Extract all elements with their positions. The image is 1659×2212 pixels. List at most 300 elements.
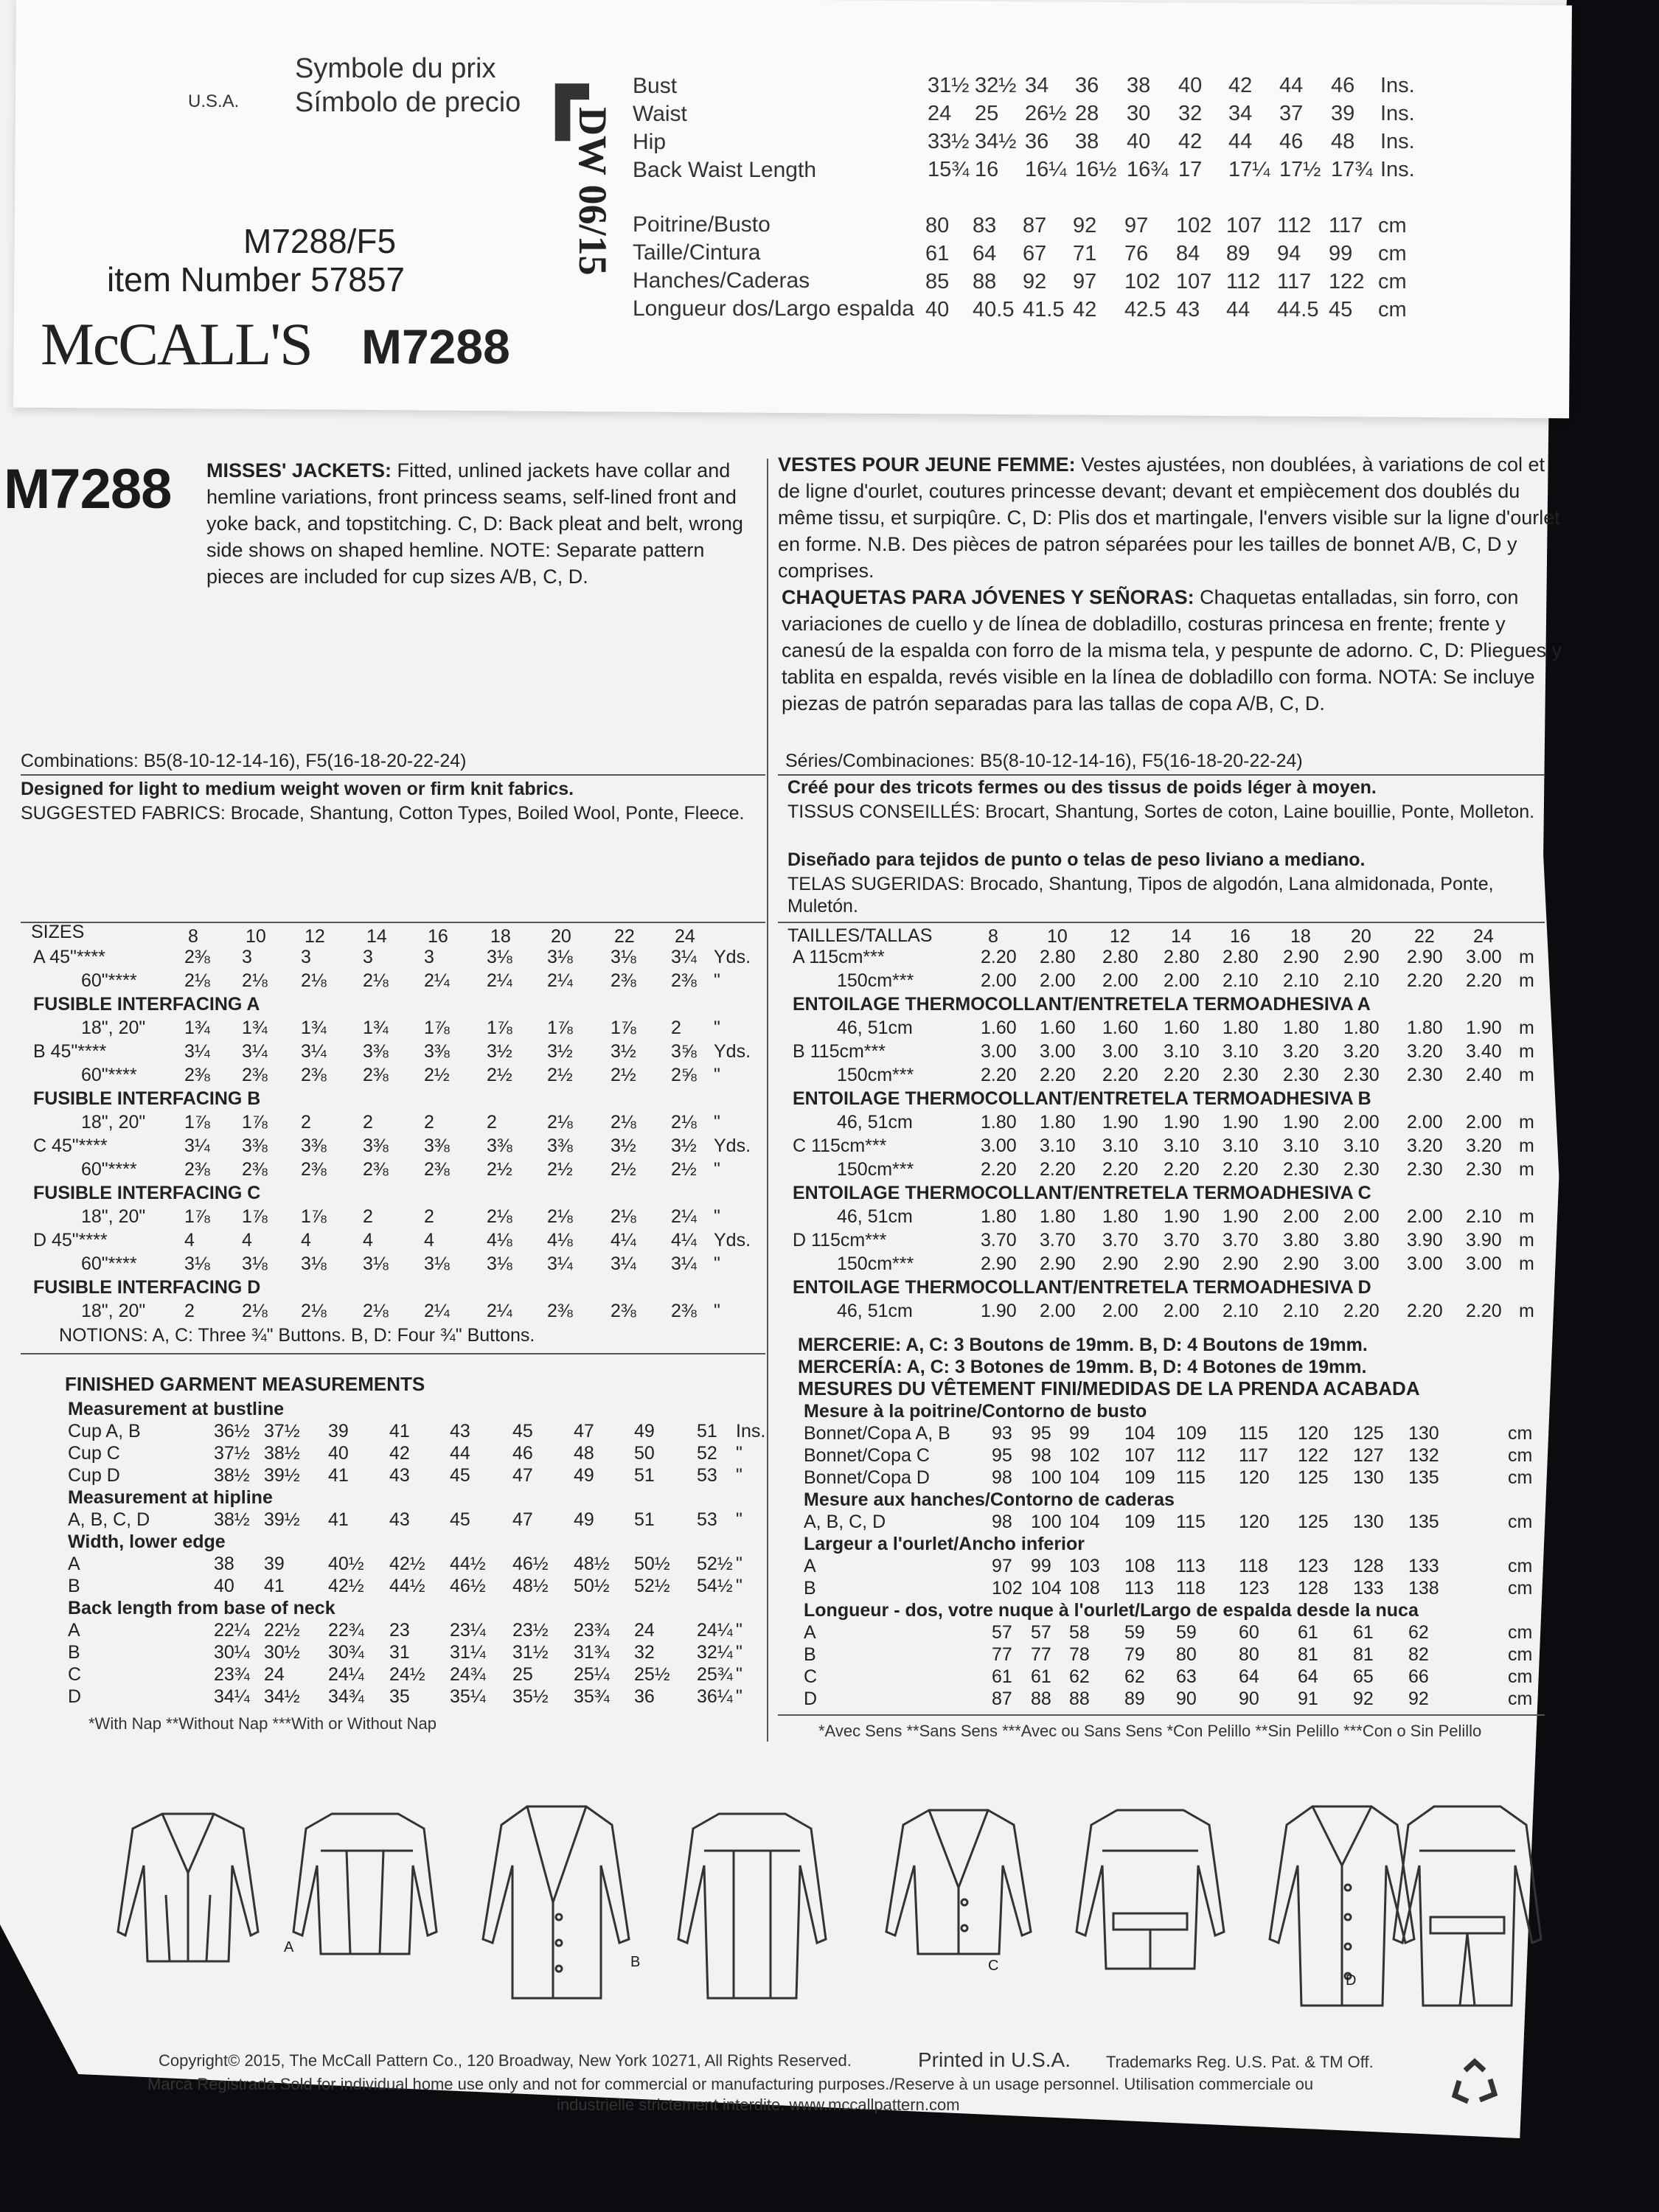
size-chart-label: Bust: [633, 74, 678, 98]
table-cell: 80: [1176, 1644, 1197, 1665]
table-cell: 130: [1353, 1512, 1384, 1532]
size-header-cell: 22: [614, 926, 635, 947]
table-cell: 3¼: [184, 1041, 210, 1062]
rule: [21, 774, 765, 776]
table-cell: 3.00: [1343, 1253, 1380, 1274]
table-cell: 120: [1298, 1423, 1329, 1444]
table-cell: 102: [1069, 1445, 1100, 1466]
table-cell: 3⅜: [487, 1135, 512, 1156]
table-row-label: A: [68, 1620, 80, 1641]
table-row-label: A 45"****: [33, 947, 105, 967]
table-cell: 2.90: [1164, 1253, 1200, 1274]
size-chart-value-cm: 112: [1226, 270, 1261, 293]
table-cell: 98: [992, 1512, 1012, 1532]
table-row-label: D 45"****: [33, 1230, 108, 1251]
size-chart-value-cm: cm: [1378, 298, 1407, 321]
table-cell: 48: [574, 1443, 594, 1464]
desc-fr-title: VESTES POUR JEUNE FEMME:: [778, 453, 1076, 476]
table-cell: 24¼: [328, 1664, 364, 1685]
table-unit: ": [714, 1159, 720, 1180]
size-chart-value: 32: [1178, 102, 1203, 125]
table-cell: 3⅛: [363, 1253, 389, 1274]
table-cell: 127: [1353, 1445, 1384, 1466]
table-cell: 37½: [264, 1421, 300, 1441]
table-cell: 88: [1069, 1688, 1090, 1709]
table-cell: 99: [1031, 1556, 1051, 1576]
table-cell: 2.30: [1283, 1065, 1319, 1085]
table-row-label: A: [804, 1556, 816, 1576]
table-cell: 125: [1298, 1467, 1329, 1488]
size-chart-value-cm: 40: [925, 298, 950, 321]
table-cell: 3.00: [1466, 1253, 1502, 1274]
table-cell: 1.90: [1164, 1112, 1200, 1133]
table-cell: 53: [697, 1465, 717, 1486]
table-cell: 1⅞: [184, 1206, 210, 1227]
table-row-label: B 45"****: [33, 1041, 107, 1062]
table-cell: 32¼: [697, 1642, 733, 1663]
table-cell: 30¾: [328, 1642, 364, 1663]
table-cell: 22¾: [328, 1620, 364, 1641]
table-cell: 3¼: [547, 1253, 573, 1274]
table-cell: 2.00: [1407, 1112, 1443, 1133]
table-cell: 22¼: [214, 1620, 250, 1641]
table-cell: 1⅞: [424, 1018, 450, 1038]
size-chart-value: 30: [1127, 102, 1151, 125]
size-chart-value: 31½: [928, 74, 970, 97]
table-cell: 133: [1408, 1556, 1439, 1576]
table-cell: 47: [512, 1509, 533, 1530]
table-cell: 2.00: [1164, 1301, 1200, 1321]
table-cell: 2.90: [981, 1253, 1017, 1274]
table-cell: 42½: [389, 1554, 425, 1574]
table-cell: 2.20: [981, 1065, 1017, 1085]
table-cell: 2.00: [1040, 1301, 1076, 1321]
size-chart-value: 46: [1331, 74, 1355, 97]
view-label-a: A: [284, 1939, 294, 1955]
size-chart-value: 44: [1228, 130, 1253, 153]
table-cell: 3.90: [1466, 1230, 1502, 1251]
table-unit: ": [714, 1065, 720, 1085]
table-cell: 2⅜: [363, 1065, 389, 1085]
table-cell: 3⅝: [671, 1041, 697, 1062]
table-cell: 2⅛: [547, 1112, 573, 1133]
table-cell: 3.70: [1040, 1230, 1076, 1251]
table-cell: 120: [1239, 1467, 1270, 1488]
table-cell: 2.10: [1222, 1301, 1259, 1321]
table-cell: 2.00: [1407, 1206, 1443, 1227]
table-cell: 3½: [611, 1041, 636, 1062]
table-cell: 3: [242, 947, 252, 967]
table-row-label: A 115cm***: [793, 947, 885, 967]
table-cell: 2.30: [1466, 1159, 1502, 1180]
table-cell: 133: [1353, 1578, 1384, 1599]
table-cell: 91: [1298, 1688, 1318, 1709]
table-cell: 4⅛: [547, 1230, 573, 1251]
table-cell: 2.20: [1343, 1301, 1380, 1321]
table-row-label: B: [804, 1578, 816, 1599]
size-header-cell: 20: [1351, 926, 1371, 947]
table-section-heading: Measurement at hipline: [68, 1487, 273, 1508]
usage-restriction-2: industrielle strictement interdite. www.mccallpattern.com: [557, 2096, 960, 2114]
table-cell: 104: [1031, 1578, 1062, 1599]
sizes-label: SIZES: [31, 922, 85, 942]
table-cell: 2.90: [1040, 1253, 1076, 1274]
table-cell: 62: [1124, 1666, 1145, 1687]
size-chart-value: 40: [1127, 130, 1151, 153]
table-cell: 43: [389, 1509, 410, 1530]
table-cell: 130: [1353, 1467, 1384, 1488]
table-cell: 3.10: [1102, 1135, 1138, 1156]
table-unit: Yds.: [714, 947, 751, 967]
table-cell: 46½: [512, 1554, 549, 1574]
description-fr: [778, 451, 1563, 584]
table-section-heading: Longueur - dos, votre nuque à l'ourlet/Largo de espalda desde la nuca: [804, 1600, 1419, 1621]
size-chart-value-cm: cm: [1378, 242, 1407, 265]
table-cell: 3.20: [1407, 1135, 1443, 1156]
table-cell: 23: [389, 1620, 410, 1641]
table-unit: Ins.: [736, 1421, 766, 1441]
table-cell: 109: [1176, 1423, 1207, 1444]
size-chart-value-cm: 64: [973, 242, 997, 265]
table-cell: 3¼: [184, 1135, 210, 1156]
size-chart-value: Ins.: [1380, 158, 1415, 181]
table-cell: 3¼: [242, 1041, 268, 1062]
table-cell: 1.90: [1164, 1206, 1200, 1227]
size-chart-value-cm: 97: [1124, 214, 1149, 237]
table-unit: cm: [1508, 1666, 1533, 1687]
table-row-label: Cup D: [68, 1465, 120, 1486]
table-cell: 102: [992, 1578, 1023, 1599]
table-cell: 128: [1298, 1578, 1329, 1599]
table-cell: 1.90: [1466, 1018, 1502, 1038]
size-chart-value: 17½: [1279, 158, 1321, 181]
table-unit: ": [736, 1664, 742, 1685]
combinations-fr: Séries/Combinaciones: B5(8-10-12-14-16), F5(16-18-20-22-24): [785, 751, 1303, 771]
table-cell: 3.20: [1407, 1041, 1443, 1062]
size-chart-value-cm: 80: [925, 214, 950, 237]
table-unit: m: [1519, 1253, 1534, 1274]
combinations-en: Combinations: B5(8-10-12-14-16), F5(16-18-20-22-24): [21, 751, 467, 771]
table-section-heading: FUSIBLE INTERFACING C: [33, 1183, 261, 1203]
table-cell: 1.80: [981, 1206, 1017, 1227]
table-cell: 52½: [697, 1554, 733, 1574]
desc-es-body: Chaquetas entalladas, sin forro, con variaciones de cuello y de línea de dobladillo, costuras princesa en frente; frente y canesú de la espalda con forro de la misma tela, y pespunte de adorno. C, D: Pliegues y tablita en espalda, revés visible en la línea de dobladillo con forma. NOTA: Se incluye piezas de patrón separadas para las tallas de copa A/B, C, D.: [782, 586, 1562, 714]
table-cell: 51: [697, 1421, 717, 1441]
table-cell: 25¼: [574, 1664, 610, 1685]
size-chart-value-cm: 85: [925, 270, 950, 293]
table-cell: 1⅞: [487, 1018, 512, 1038]
table-cell: 87: [992, 1688, 1012, 1709]
table-unit: cm: [1508, 1556, 1533, 1576]
table-cell: 38: [214, 1554, 234, 1574]
table-cell: 31¼: [450, 1642, 486, 1663]
table-cell: 48½: [574, 1554, 610, 1574]
table-cell: 1.90: [1222, 1112, 1259, 1133]
table-unit: cm: [1508, 1644, 1533, 1665]
table-cell: 2.10: [1283, 1301, 1319, 1321]
table-cell: 82: [1408, 1644, 1429, 1665]
table-cell: 45: [450, 1509, 470, 1530]
table-cell: 2⅜: [363, 1159, 389, 1180]
table-cell: 2.10: [1222, 970, 1259, 991]
table-row-label: 18", 20": [81, 1206, 146, 1227]
table-row-label: A, B, C, D: [804, 1512, 886, 1532]
table-cell: 2¼: [547, 970, 573, 991]
desc-en-body: Fitted, unlined jackets have collar and hemline variations, front princess seams, self-lined front and yoke back, and topstitching. C, D: Back pleat and belt, wrong side shows on shaped hemline. NOTE: Separate pattern pieces are included for cup sizes A/B, C, D.: [206, 459, 743, 588]
size-chart-value-cm: 102: [1124, 270, 1161, 293]
table-unit: m: [1519, 1065, 1534, 1085]
table-cell: 2⅛: [301, 1301, 327, 1321]
size-chart-label: Back Waist Length: [633, 158, 817, 182]
table-cell: 3⅛: [184, 1253, 210, 1274]
table-cell: 3½: [611, 1135, 636, 1156]
size-chart-value-cm: 122: [1329, 270, 1365, 293]
table-cell: 135: [1408, 1512, 1439, 1532]
size-header-cell: 22: [1414, 926, 1435, 947]
table-cell: 24½: [389, 1664, 425, 1685]
table-cell: 38½: [214, 1509, 250, 1530]
size-chart-value: 15¾: [928, 158, 970, 181]
table-cell: 3.00: [981, 1041, 1017, 1062]
table-row-label: Bonnet/Copa A, B: [804, 1423, 950, 1444]
table-unit: m: [1519, 1301, 1534, 1321]
size-header-cell: 12: [305, 926, 325, 947]
size-chart-label-fr: Taille/Cintura: [633, 240, 761, 265]
table-cell: 3½: [547, 1041, 573, 1062]
table-cell: 45: [450, 1465, 470, 1486]
table-cell: 2.20: [1164, 1065, 1200, 1085]
table-cell: 2½: [611, 1065, 636, 1085]
size-chart-value: Ins.: [1380, 102, 1415, 125]
size-chart-value: 46: [1279, 130, 1304, 153]
table-cell: 107: [1124, 1445, 1155, 1466]
table-cell: 1¾: [242, 1018, 268, 1038]
table-cell: 2.00: [1040, 970, 1076, 991]
table-cell: 2.00: [1102, 1301, 1138, 1321]
table-cell: 1.80: [1407, 1018, 1443, 1038]
table-cell: 36½: [214, 1421, 250, 1441]
table-cell: 2.20: [1407, 970, 1443, 991]
size-chart-value: 34: [1228, 102, 1253, 125]
table-cell: 2: [301, 1112, 311, 1133]
table-cell: 79: [1124, 1644, 1145, 1665]
size-chart-value: 33½: [928, 130, 970, 153]
size-chart-value: 42: [1228, 74, 1253, 97]
table-cell: 125: [1298, 1512, 1329, 1532]
table-cell: 2.20: [1102, 1159, 1138, 1180]
size-chart-value: 38: [1127, 74, 1151, 97]
table-row-label: 60"****: [81, 1253, 137, 1274]
table-cell: 61: [992, 1666, 1012, 1687]
table-cell: 24¼: [697, 1620, 733, 1641]
table-cell: 2.00: [1164, 970, 1200, 991]
nap-note-fr: *Avec Sens **Sans Sens ***Avec ou Sans Sens *Con Pelillo **Sin Pelillo ***Con o Sin Pelillo: [818, 1722, 1482, 1740]
table-cell: 39½: [264, 1465, 300, 1486]
table-cell: 4: [301, 1230, 311, 1251]
table-cell: 25: [512, 1664, 533, 1685]
table-row-label: B: [804, 1644, 816, 1665]
table-cell: 30¼: [214, 1642, 250, 1663]
table-cell: 2.80: [1164, 947, 1200, 967]
table-cell: 36¼: [697, 1686, 733, 1707]
table-row-label: C 115cm***: [793, 1135, 887, 1156]
size-chart-value: 37: [1279, 102, 1304, 125]
table-cell: 60: [1239, 1622, 1259, 1643]
table-cell: 118: [1239, 1556, 1268, 1576]
tissus-conseilles: TISSUS CONSEILLÉS: Brocart, Shantung, Sortes de coton, Laine bouillie, Ponte, Molleton.: [787, 801, 1535, 822]
size-chart-value: 16¾: [1127, 158, 1169, 181]
table-cell: 52½: [634, 1576, 670, 1596]
table-cell: 3.00: [981, 1135, 1017, 1156]
table-cell: 3.00: [1407, 1253, 1443, 1274]
table-cell: 97: [992, 1556, 1012, 1576]
size-chart-value-cm: 102: [1176, 214, 1212, 237]
table-row-label: 18", 20": [81, 1112, 146, 1133]
table-cell: 23¾: [214, 1664, 250, 1685]
desc-fr-body: Vestes ajustées, non doublées, à variations de col et de ligne d'ourlet, coutures princesse devant; devant et empiècement dos doublés du même tissu, et surpiqûre. C, D: Plis dos et martingale, l'envers visible sur la ligne d'ourlet en forme. N.B. Des pièces de patron séparées pour les tailles de bonnet A/B, C, D y comprises.: [778, 453, 1560, 582]
table-cell: 2½: [424, 1065, 450, 1085]
table-cell: 2⅛: [184, 970, 210, 991]
table-cell: 2.80: [1040, 947, 1076, 967]
table-cell: 31: [389, 1642, 410, 1663]
size-chart-value-cm: 88: [973, 270, 997, 293]
pattern-size-code: M7288/F5: [243, 222, 397, 260]
table-cell: 3.10: [1164, 1041, 1200, 1062]
size-chart-value: 38: [1075, 130, 1099, 153]
table-unit: ": [736, 1509, 742, 1530]
table-row-label: Bonnet/Copa C: [804, 1445, 930, 1466]
usa-label: U.S.A.: [188, 91, 240, 111]
table-cell: 22½: [264, 1620, 300, 1641]
table-cell: 47: [574, 1421, 594, 1441]
table-row-label: 60"****: [81, 1065, 137, 1085]
table-cell: 2.00: [1102, 970, 1138, 991]
copyright-line: Copyright© 2015, The McCall Pattern Co., 120 Broadway, New York 10271, All Rights Reserved.: [159, 2051, 852, 2070]
table-cell: 2⅜: [184, 1065, 210, 1085]
table-cell: 3.00: [1102, 1041, 1138, 1062]
table-cell: 39½: [264, 1509, 300, 1530]
table-unit: m: [1519, 970, 1534, 991]
size-chart-value-cm: 71: [1073, 242, 1097, 265]
table-cell: 51: [634, 1465, 655, 1486]
table-cell: 128: [1353, 1556, 1384, 1576]
table-cell: 1.90: [1102, 1112, 1138, 1133]
table-cell: 108: [1124, 1556, 1155, 1576]
rule: [778, 774, 1545, 776]
table-cell: 1.80: [1040, 1206, 1076, 1227]
table-cell: 3.10: [1222, 1041, 1259, 1062]
size-chart-label: Hip: [633, 130, 667, 154]
table-cell: 4: [424, 1230, 434, 1251]
size-header-cell: 24: [675, 926, 695, 947]
table-cell: 1⅞: [242, 1112, 268, 1133]
size-chart-value: 16½: [1075, 158, 1117, 181]
table-cell: 4¼: [671, 1230, 697, 1251]
table-cell: 31½: [512, 1642, 549, 1663]
table-cell: 3.00: [1040, 1041, 1076, 1062]
size-chart-value: 17¼: [1228, 158, 1270, 181]
table-row-label: 46, 51cm: [837, 1112, 913, 1133]
table-cell: 2⅜: [301, 1065, 327, 1085]
table-cell: 41: [328, 1509, 349, 1530]
table-cell: 3: [424, 947, 434, 967]
table-cell: 92: [1408, 1688, 1429, 1709]
table-cell: 2.10: [1343, 970, 1380, 991]
table-cell: 2⅜: [611, 970, 636, 991]
table-cell: 109: [1124, 1512, 1155, 1532]
table-section-heading: ENTOILAGE THERMOCOLLANT/ENTRETELA TERMOADHESIVA D: [793, 1277, 1371, 1298]
table-unit: ": [736, 1620, 742, 1641]
table-cell: 1.80: [1102, 1206, 1138, 1227]
recycle-icon: [1449, 2057, 1500, 2109]
table-cell: 2.10: [1466, 1206, 1502, 1227]
table-cell: 57: [992, 1622, 1012, 1643]
disenado-para: Diseñado para tejidos de punto o telas de peso liviano a mediano.: [787, 849, 1366, 870]
table-cell: 35: [389, 1686, 410, 1707]
table-cell: 2.80: [1222, 947, 1259, 967]
table-cell: 46½: [450, 1576, 486, 1596]
table-cell: 3⅛: [487, 1253, 512, 1274]
table-cell: 49: [574, 1465, 594, 1486]
table-cell: 2.90: [1222, 1253, 1259, 1274]
table-cell: 57: [1031, 1622, 1051, 1643]
table-cell: 2¼: [487, 970, 512, 991]
table-cell: 35¼: [450, 1686, 486, 1707]
table-cell: 130: [1408, 1423, 1439, 1444]
table-row-label: A, B, C, D: [68, 1509, 150, 1530]
table-unit: m: [1519, 947, 1534, 967]
size-chart-value-cm: 107: [1176, 270, 1212, 293]
size-chart-value-cm: 97: [1073, 270, 1097, 293]
table-cell: 4⅛: [487, 1230, 512, 1251]
table-row-label: A: [68, 1554, 80, 1574]
size-chart-value-cm: 92: [1073, 214, 1097, 237]
table-cell: 37½: [214, 1443, 250, 1464]
size-chart-value-cm: 117: [1329, 214, 1363, 237]
table-section-heading: Width, lower edge: [68, 1531, 226, 1552]
table-unit: ": [736, 1642, 742, 1663]
table-cell: 1⅞: [301, 1206, 327, 1227]
table-cell: 59: [1176, 1622, 1197, 1643]
table-cell: 90: [1239, 1688, 1259, 1709]
table-cell: 61: [1353, 1622, 1374, 1643]
size-header-cell: 18: [1290, 926, 1311, 947]
table-cell: 2.90: [1407, 947, 1443, 967]
table-cell: 44½: [450, 1554, 486, 1574]
price-mark: ┏: [538, 46, 588, 137]
table-section-heading: FUSIBLE INTERFACING B: [33, 1088, 261, 1109]
table-cell: 3⅜: [424, 1041, 450, 1062]
size-chart-value: 17¾: [1331, 158, 1373, 181]
trademarks: Trademarks Reg. U.S. Pat. & TM Off.: [1106, 2053, 1374, 2071]
table-cell: 62: [1408, 1622, 1429, 1643]
table-cell: 34¾: [328, 1686, 364, 1707]
size-chart-value: 48: [1331, 130, 1355, 153]
table-cell: 2.80: [1102, 947, 1138, 967]
table-cell: 2.30: [1343, 1159, 1380, 1180]
table-cell: 2½: [611, 1159, 636, 1180]
table-cell: 115: [1239, 1423, 1268, 1444]
table-section-heading: FUSIBLE INTERFACING A: [33, 994, 260, 1015]
table-section-heading: Back length from base of neck: [68, 1598, 335, 1618]
table-cell: 1⅞: [242, 1206, 268, 1227]
table-cell: 3⅛: [547, 947, 573, 967]
table-cell: 2⅛: [671, 1112, 697, 1133]
size-chart-value-cm: 112: [1277, 214, 1312, 237]
table-cell: 108: [1069, 1578, 1100, 1599]
table-cell: 53: [697, 1509, 717, 1530]
size-chart-value-cm: 117: [1277, 270, 1312, 293]
